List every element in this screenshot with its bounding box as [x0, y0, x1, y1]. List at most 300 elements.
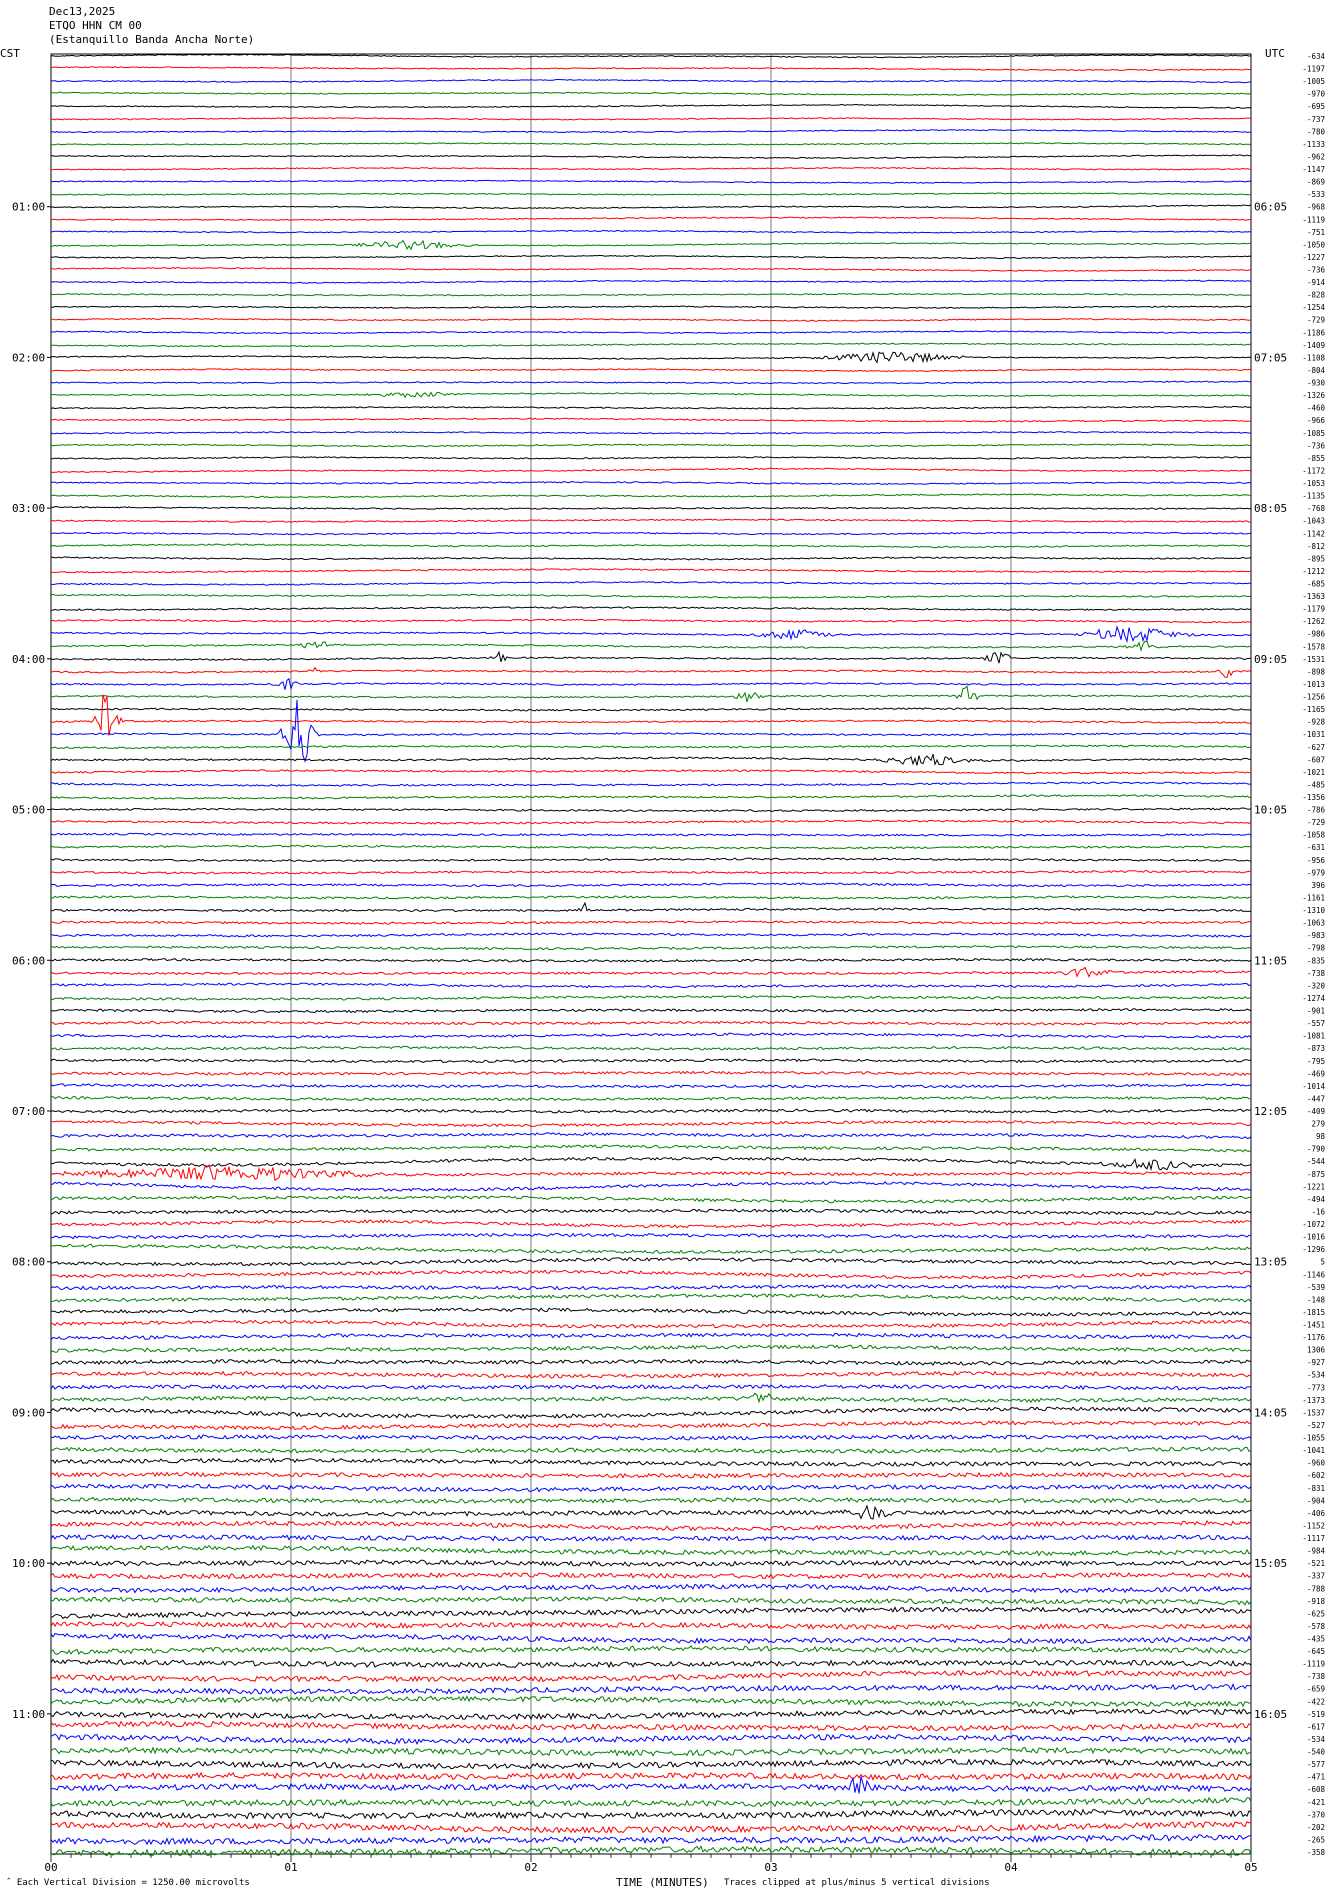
seismic-trace [51, 168, 1251, 171]
seismic-trace [51, 1285, 1251, 1290]
trace-offset-label: -773 [1306, 1383, 1325, 1393]
seismic-trace [51, 686, 1251, 702]
trace-offset-label: -928 [1306, 717, 1325, 727]
seismic-trace [51, 406, 1251, 409]
seismic-trace [51, 369, 1251, 372]
trace-offset-label: -1119 [1302, 1659, 1325, 1669]
seismic-trace [51, 820, 1251, 824]
trace-offset-label: -1133 [1302, 139, 1325, 149]
trace-offset-label: -602 [1306, 1471, 1325, 1481]
seismic-trace [51, 708, 1251, 711]
seismic-trace [51, 1270, 1251, 1279]
seismic-trace [51, 883, 1251, 887]
seismic-trace [51, 652, 1251, 663]
seismic-trace [51, 1084, 1251, 1088]
seismic-trace [51, 432, 1251, 434]
trace-offset-label: -627 [1306, 742, 1325, 752]
utc-hour-label: 06:05 [1254, 200, 1288, 214]
trace-offset-label: -1063 [1302, 918, 1325, 928]
seismic-trace [51, 896, 1251, 899]
cst-hour-label: 07:00 [12, 1104, 46, 1118]
seismic-trace [51, 983, 1251, 988]
x-axis-title: TIME (MINUTES) [616, 1876, 709, 1889]
seismic-trace [51, 205, 1251, 209]
trace-offset-label: -645 [1306, 1647, 1325, 1657]
utc-hour-label: 16:05 [1254, 1707, 1288, 1721]
scale-mark-icon: ˆ [6, 1878, 12, 1888]
trace-offset-label: -1142 [1302, 529, 1325, 539]
trace-offset-label: -1531 [1302, 654, 1325, 664]
trace-offset-label: -1016 [1302, 1232, 1325, 1242]
trace-offset-label: -1146 [1302, 1270, 1325, 1280]
seismic-trace [51, 1560, 1251, 1566]
cst-hour-label: 08:00 [12, 1255, 46, 1269]
seismic-trace [51, 468, 1251, 472]
seismic-trace [51, 903, 1251, 912]
trace-offset-label: -1310 [1302, 906, 1325, 916]
trace-offset-label: -1050 [1302, 240, 1325, 250]
trace-offset-label: -608 [1306, 1785, 1325, 1795]
trace-offset-label: -1274 [1302, 993, 1325, 1003]
seismic-trace [51, 193, 1251, 195]
seismic-trace [51, 1345, 1251, 1352]
trace-offset-label: -1578 [1302, 642, 1325, 652]
trace-offset-label: -966 [1306, 416, 1325, 426]
seismic-trace [51, 833, 1251, 836]
seismic-trace [51, 180, 1251, 183]
seismic-trace [51, 619, 1251, 623]
trace-offset-label: -1081 [1302, 1031, 1325, 1041]
trace-offset-label: 396 [1311, 880, 1325, 890]
utc-hour-label: 10:05 [1254, 803, 1288, 817]
trace-offset-label: -895 [1306, 554, 1325, 564]
trace-offset-label: -983 [1306, 931, 1325, 941]
trace-offset-label: -544 [1306, 1157, 1325, 1167]
seismic-trace [51, 1607, 1251, 1618]
seismic-trace [51, 996, 1251, 1000]
trace-offset-label: 5 [1320, 1257, 1325, 1267]
seismic-trace [51, 306, 1251, 308]
seismic-trace [51, 959, 1251, 962]
trace-offset-label: -918 [1306, 1596, 1325, 1606]
seismic-trace [51, 1709, 1251, 1719]
clip-note: Traces clipped at plus/minus 5 vertical divisions [724, 1878, 990, 1888]
seismic-trace [51, 1810, 1251, 1819]
trace-offset-label: -406 [1306, 1508, 1325, 1518]
seismic-trace [51, 1734, 1251, 1744]
seismic-trace [51, 418, 1251, 422]
seismic-trace [51, 641, 1251, 650]
utc-hour-label: 12:05 [1254, 1104, 1288, 1118]
seismic-trace [51, 1597, 1251, 1605]
seismic-trace [51, 1447, 1251, 1453]
seismic-trace [51, 1258, 1251, 1266]
seismic-trace [51, 318, 1251, 321]
cst-hour-label: 05:00 [12, 803, 46, 817]
trace-offset-label: -1356 [1302, 793, 1325, 803]
trace-offset-label: -875 [1306, 1169, 1325, 1179]
trace-offset-label: -409 [1306, 1106, 1325, 1116]
seismic-trace [51, 1320, 1251, 1328]
trace-offset-label: -1221 [1302, 1182, 1325, 1192]
trace-offset-label: -1147 [1302, 165, 1325, 175]
trace-offset-label: -471 [1306, 1772, 1325, 1782]
scale-note-text: Each Vertical Division = 1250.00 microvolts [16, 1878, 250, 1888]
trace-offset-label: -855 [1306, 453, 1325, 463]
trace-offset-label: -729 [1306, 315, 1325, 325]
seismic-trace [51, 1497, 1251, 1503]
trace-offset-label: -460 [1306, 403, 1325, 413]
trace-offset-label: -577 [1306, 1760, 1325, 1770]
trace-offset-label: 1306 [1306, 1345, 1325, 1355]
trace-offset-label: -1161 [1302, 893, 1325, 903]
seismic-trace [51, 1372, 1251, 1378]
trace-offset-label: -578 [1306, 1621, 1325, 1631]
seismic-trace [51, 1777, 1251, 1794]
seismic-trace [51, 1059, 1251, 1063]
seismic-trace [51, 1220, 1251, 1228]
seismic-trace [51, 1182, 1251, 1191]
trace-offset-label: -904 [1306, 1496, 1325, 1506]
trace-offset-label: -539 [1306, 1282, 1325, 1292]
trace-offset-label: -1085 [1302, 428, 1325, 438]
trace-offset-label: -527 [1306, 1420, 1325, 1430]
trace-offset-label: -956 [1306, 855, 1325, 865]
trace-offset-label: -970 [1306, 89, 1325, 99]
x-tick-label: 02 [524, 1861, 538, 1874]
seismic-trace [51, 1546, 1251, 1556]
trace-offset-label: -804 [1306, 365, 1325, 375]
trace-offset-label: -1363 [1302, 592, 1325, 602]
trace-offset-label: -1254 [1302, 303, 1325, 313]
trace-offset-label: -986 [1306, 629, 1325, 639]
seismic-trace [51, 331, 1251, 334]
trace-offset-label: -16 [1311, 1207, 1325, 1217]
trace-offset-label: -202 [1306, 1822, 1325, 1832]
trace-offset-label: -901 [1306, 1006, 1325, 1016]
seismic-trace [51, 1294, 1251, 1302]
seismic-trace [51, 54, 1251, 58]
seismic-trace [51, 1696, 1251, 1707]
trace-offset-label: -1326 [1302, 391, 1325, 401]
seismic-trace [51, 1835, 1251, 1845]
seismic-trace [51, 1033, 1251, 1038]
seismic-trace [51, 1684, 1251, 1694]
seismic-trace [51, 808, 1251, 812]
seismic-trace [51, 67, 1251, 71]
seismic-trace [51, 871, 1251, 874]
seismic-trace [51, 1165, 1251, 1180]
seismic-trace [51, 352, 1251, 362]
trace-offset-label: -898 [1306, 667, 1325, 677]
seismic-trace [51, 946, 1251, 950]
trace-offset-label: -927 [1306, 1358, 1325, 1368]
seismic-trace [51, 1407, 1251, 1418]
seismic-trace [51, 1360, 1251, 1365]
trace-offset-label: -1013 [1302, 679, 1325, 689]
seismic-trace [51, 1798, 1251, 1806]
trace-offset-label: -1031 [1302, 730, 1325, 740]
trace-offset-label: -447 [1306, 1094, 1325, 1104]
seismic-trace [51, 754, 1251, 765]
seismic-trace [51, 1421, 1251, 1430]
trace-offset-label: -828 [1306, 290, 1325, 300]
trace-offset-label: -1537 [1302, 1408, 1325, 1418]
seismic-trace [51, 1234, 1251, 1239]
trace-offset-label: -1212 [1302, 566, 1325, 576]
trace-offset-label: -1119 [1302, 215, 1325, 225]
seismic-trace [51, 845, 1251, 849]
cst-hour-label: 03:00 [12, 502, 46, 516]
trace-offset-label: -1135 [1302, 491, 1325, 501]
trace-offset-label: -540 [1306, 1747, 1325, 1757]
trace-offset-label: -337 [1306, 1571, 1325, 1581]
seismic-trace [51, 1109, 1251, 1113]
trace-offset-label: -1451 [1302, 1320, 1325, 1330]
seismic-trace [51, 1046, 1251, 1050]
seismic-trace [51, 858, 1251, 861]
seismic-trace [51, 1634, 1251, 1644]
seismic-trace [51, 1506, 1251, 1519]
trace-offset-label: -469 [1306, 1069, 1325, 1079]
seismic-trace [51, 1157, 1251, 1169]
trace-offset-label: -831 [1306, 1483, 1325, 1493]
trace-offset-label: -1815 [1302, 1307, 1325, 1317]
seismic-trace [51, 482, 1251, 485]
seismic-trace [51, 494, 1251, 498]
seismic-trace [51, 1535, 1251, 1541]
seismic-trace [51, 1671, 1251, 1682]
cst-hour-label: 02:00 [12, 351, 46, 365]
trace-offset-label: -736 [1306, 265, 1325, 275]
trace-offset-label: -768 [1306, 504, 1325, 514]
seismic-trace [51, 594, 1251, 598]
seismic-trace [51, 130, 1251, 133]
trace-offset-label: -534 [1306, 1734, 1325, 1744]
seismic-trace [51, 1021, 1251, 1025]
trace-offset-label: -685 [1306, 579, 1325, 589]
seismic-trace [51, 143, 1251, 145]
seismic-trace [51, 1646, 1251, 1655]
seismic-trace [51, 105, 1251, 109]
header-location: (Estanquillo Banda Ancha Norte) [49, 33, 255, 46]
plot-frame [51, 54, 1251, 1854]
trace-offset-label: -533 [1306, 190, 1325, 200]
seismic-trace [51, 1209, 1251, 1214]
trace-offset-label: -1014 [1302, 1081, 1325, 1091]
trace-offset-label: -494 [1306, 1194, 1325, 1204]
seismic-trace [51, 544, 1251, 548]
seismic-trace [51, 1473, 1251, 1478]
seismic-trace [51, 668, 1251, 678]
trace-offset-label: -873 [1306, 1044, 1325, 1054]
trace-offset-label: -1197 [1302, 64, 1325, 74]
trace-offset-label: -358 [1306, 1848, 1325, 1857]
seismic-trace [51, 1393, 1251, 1402]
seismic-trace [51, 241, 1251, 250]
trace-offset-label: -695 [1306, 102, 1325, 112]
trace-offset-label: -1021 [1302, 767, 1325, 777]
seismic-trace [51, 1435, 1251, 1440]
seismic-trace [51, 569, 1251, 573]
seismic-trace [51, 392, 1251, 397]
trace-offset-label: -148 [1306, 1295, 1325, 1305]
seismic-trace [51, 217, 1251, 220]
seismic-trace [51, 268, 1251, 272]
trace-offset-label: -320 [1306, 981, 1325, 991]
trace-offset-label: -812 [1306, 541, 1325, 551]
trace-offset-label: -738 [1306, 968, 1325, 978]
utc-hour-label: 11:05 [1254, 954, 1288, 968]
trace-offset-label: -1262 [1302, 617, 1325, 627]
trace-offset-label: -659 [1306, 1684, 1325, 1694]
seismic-trace [51, 1145, 1251, 1152]
seismic-trace [51, 770, 1251, 774]
trace-offset-label: -962 [1306, 152, 1325, 162]
trace-offset-label: -519 [1306, 1709, 1325, 1719]
trace-offset-label: -914 [1306, 278, 1325, 288]
seismic-trace [51, 444, 1251, 447]
seismic-trace [51, 507, 1251, 510]
x-tick-label: 01 [284, 1861, 298, 1874]
seismic-trace [51, 1133, 1251, 1139]
trace-offset-label: -729 [1306, 818, 1325, 828]
seismic-trace [51, 1573, 1251, 1579]
trace-offset-label: -968 [1306, 202, 1325, 212]
trace-offset-label: -422 [1306, 1697, 1325, 1707]
trace-offset-label: -1041 [1302, 1446, 1325, 1456]
utc-hour-label: 15:05 [1254, 1557, 1288, 1571]
seismic-trace [51, 519, 1251, 522]
cst-hour-label: 04:00 [12, 652, 46, 666]
trace-offset-label: -1053 [1302, 479, 1325, 489]
seismic-trace [51, 679, 1251, 690]
seismic-trace [51, 933, 1251, 937]
trace-offset-label: 279 [1311, 1119, 1325, 1129]
cst-hour-label: 06:00 [12, 954, 46, 968]
trace-offset-label: -625 [1306, 1609, 1325, 1619]
seismic-trace [51, 795, 1251, 799]
seismic-trace [51, 1759, 1251, 1768]
seismic-trace [51, 1748, 1251, 1756]
seismic-trace [51, 1333, 1251, 1339]
x-tick-label: 05 [1244, 1861, 1258, 1874]
seismic-trace [51, 1244, 1251, 1253]
utc-hour-label: 09:05 [1254, 652, 1288, 666]
trace-offset-label: -1409 [1302, 340, 1325, 350]
seismic-trace [51, 1459, 1251, 1467]
trace-offset-label: -1227 [1302, 252, 1325, 262]
trace-offset-label: -984 [1306, 1546, 1325, 1556]
seismic-trace [51, 457, 1251, 459]
trace-offset-label: -1108 [1302, 353, 1325, 363]
trace-offset-label: -736 [1306, 441, 1325, 451]
trace-offset-label: -790 [1306, 1144, 1325, 1154]
seismic-trace [51, 1584, 1251, 1592]
trace-offset-label: -1176 [1302, 1333, 1325, 1343]
trace-offset-label: -1005 [1302, 77, 1325, 87]
seismic-trace [51, 1484, 1251, 1491]
trace-offset-label: -435 [1306, 1634, 1325, 1644]
utc-hour-label: 14:05 [1254, 1406, 1288, 1420]
trace-offset-label: -979 [1306, 868, 1325, 878]
x-tick-label: 04 [1004, 1861, 1018, 1874]
seismic-trace [51, 1622, 1251, 1629]
header-station: ETQO HHN CM 00 [49, 19, 142, 32]
seismic-trace [51, 343, 1251, 346]
left-axis-label: CST [0, 47, 20, 60]
seismic-trace [51, 230, 1251, 233]
trace-offset-label: -795 [1306, 1056, 1325, 1066]
x-tick-label: 03 [764, 1861, 778, 1874]
seismic-trace [51, 1121, 1251, 1127]
trace-offset-label: -780 [1306, 127, 1325, 137]
seismic-trace [51, 1009, 1251, 1013]
seismic-trace [51, 1097, 1251, 1101]
header-date: Dec13,2025 [49, 5, 116, 18]
seismic-trace [51, 695, 1251, 736]
seismic-trace [51, 255, 1251, 258]
trace-offset-label: -737 [1306, 114, 1325, 124]
trace-offset-label: -1172 [1302, 466, 1325, 476]
scale-note [6, 1878, 250, 1888]
trace-offset-label: -798 [1306, 943, 1325, 953]
trace-offset-label: -421 [1306, 1797, 1325, 1807]
seismic-trace [51, 1385, 1251, 1390]
seismic-trace [51, 607, 1251, 611]
seismic-trace [51, 1822, 1251, 1833]
utc-hour-label: 13:05 [1254, 1255, 1288, 1269]
seismic-trace [51, 967, 1251, 976]
cst-hour-label: 09:00 [12, 1406, 46, 1420]
trace-offset-label: -960 [1306, 1458, 1325, 1468]
seismic-trace [51, 921, 1251, 924]
trace-offset-label: -1179 [1302, 604, 1325, 614]
seismic-trace [51, 1196, 1251, 1203]
trace-offset-label: -786 [1306, 805, 1325, 815]
seismic-trace [51, 155, 1251, 159]
seismic-trace [51, 745, 1251, 749]
trace-offset-label: -1152 [1302, 1521, 1325, 1531]
trace-offset-label: -1117 [1302, 1534, 1325, 1544]
trace-offset-label: -265 [1306, 1835, 1325, 1845]
trace-offset-label: -631 [1306, 843, 1325, 853]
trace-offset-label: -1296 [1302, 1245, 1325, 1255]
seismic-trace [51, 1521, 1251, 1530]
seismic-trace [51, 381, 1251, 384]
trace-offset-label: -607 [1306, 755, 1325, 765]
trace-offset-label: -634 [1306, 52, 1325, 61]
seismic-trace [51, 92, 1251, 95]
trace-offset-label: -835 [1306, 956, 1325, 966]
trace-offset-label: -521 [1306, 1559, 1325, 1569]
seismic-trace [51, 1659, 1251, 1667]
trace-offset-label: -1165 [1302, 705, 1325, 715]
trace-offset-label: -370 [1306, 1810, 1325, 1820]
trace-offset-label: -1256 [1302, 692, 1325, 702]
trace-offset-label: 98 [1315, 1132, 1325, 1142]
seismic-trace [51, 1721, 1251, 1730]
trace-offset-label: -1055 [1302, 1433, 1325, 1443]
trace-offset-label: -1072 [1302, 1220, 1325, 1230]
seismic-trace [51, 280, 1251, 283]
seismic-trace [51, 557, 1251, 560]
trace-offset-label: -930 [1306, 378, 1325, 388]
trace-offset-label: -1373 [1302, 1395, 1325, 1405]
trace-offset-label: -1058 [1302, 830, 1325, 840]
seismic-trace [51, 532, 1251, 535]
trace-offset-label: -557 [1306, 1019, 1325, 1029]
